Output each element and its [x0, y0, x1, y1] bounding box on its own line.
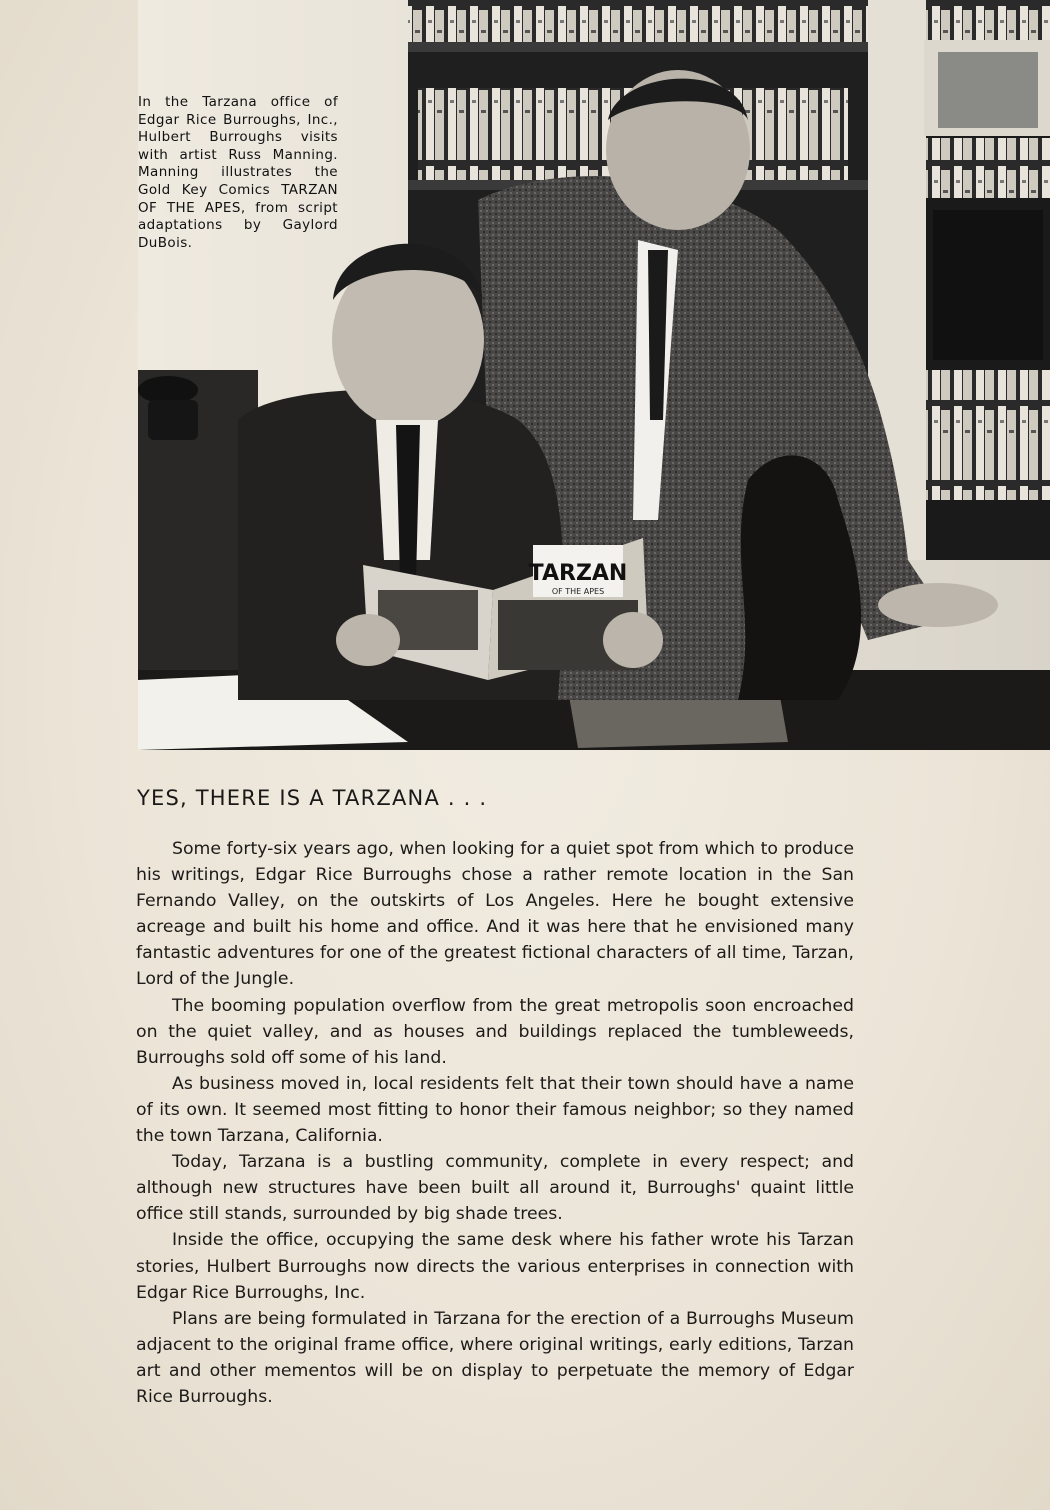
paragraph-6: Plans are being formulated in Tarzana for the erection of a Burroughs Museum adjacent to the original frame office, where original writings, early editions, Tarzan art and other mementos will be on display to perpetuate the memory of Edgar Rice Burroughs. [136, 1308, 854, 1407]
paragraph-3: As business moved in, local residents felt that their town should have a name of its own. It seemed most fitting to honor their famous neighbor; so they named the town Tarzana, California. [136, 1073, 854, 1147]
caption-text: In the Tarzana office of Edgar Rice Burroughs, Inc., Hulbert Burroughs visits with artist Russ Manning. Manning illustrates the Gold Key Comics TARZAN OF THE APES, from script adaptations by Gaylord DuBois. [138, 94, 338, 251]
article-body [136, 836, 854, 1410]
paragraph-5: Inside the office, occupying the same desk where his father wrote his Tarzan stories, Hulbert Burroughs now directs the various enterprises in connection with Edgar Rice Burroughs, Inc. [136, 1230, 854, 1303]
photo-caption [138, 94, 338, 252]
comic-cover-title: TARZAN [528, 561, 628, 586]
paragraph-4: Today, Tarzana is a bustling community, complete in every respect; and although new structures have been built all around it, Burroughs' quaint little office still stands, surrounded by big shade trees. [136, 1152, 854, 1225]
paragraph-1: Some forty-six years ago, when looking for a quiet spot from which to produce his writings, Edgar Rice Burroughs chose a rather remote location in the San Fernando Valley, on the outskirts of Los Angeles. Here he bought extensive acreage and built his home and office. And it was here that he envisioned many fantastic adventures for one of the greatest fictional characters of all time, Tarzan, Lord of the Jungle. [136, 839, 854, 990]
comic-cover-subtitle: OF THE APES [551, 587, 605, 596]
paragraph-2: The booming population overflow from the great metropolis soon encroached on the quiet valley, and as houses and buildings replaced the tumbleweeds, Burroughs sold off some of his land. [136, 995, 854, 1068]
article-heading: YES, THERE IS A TARZANA . . . [137, 786, 488, 810]
